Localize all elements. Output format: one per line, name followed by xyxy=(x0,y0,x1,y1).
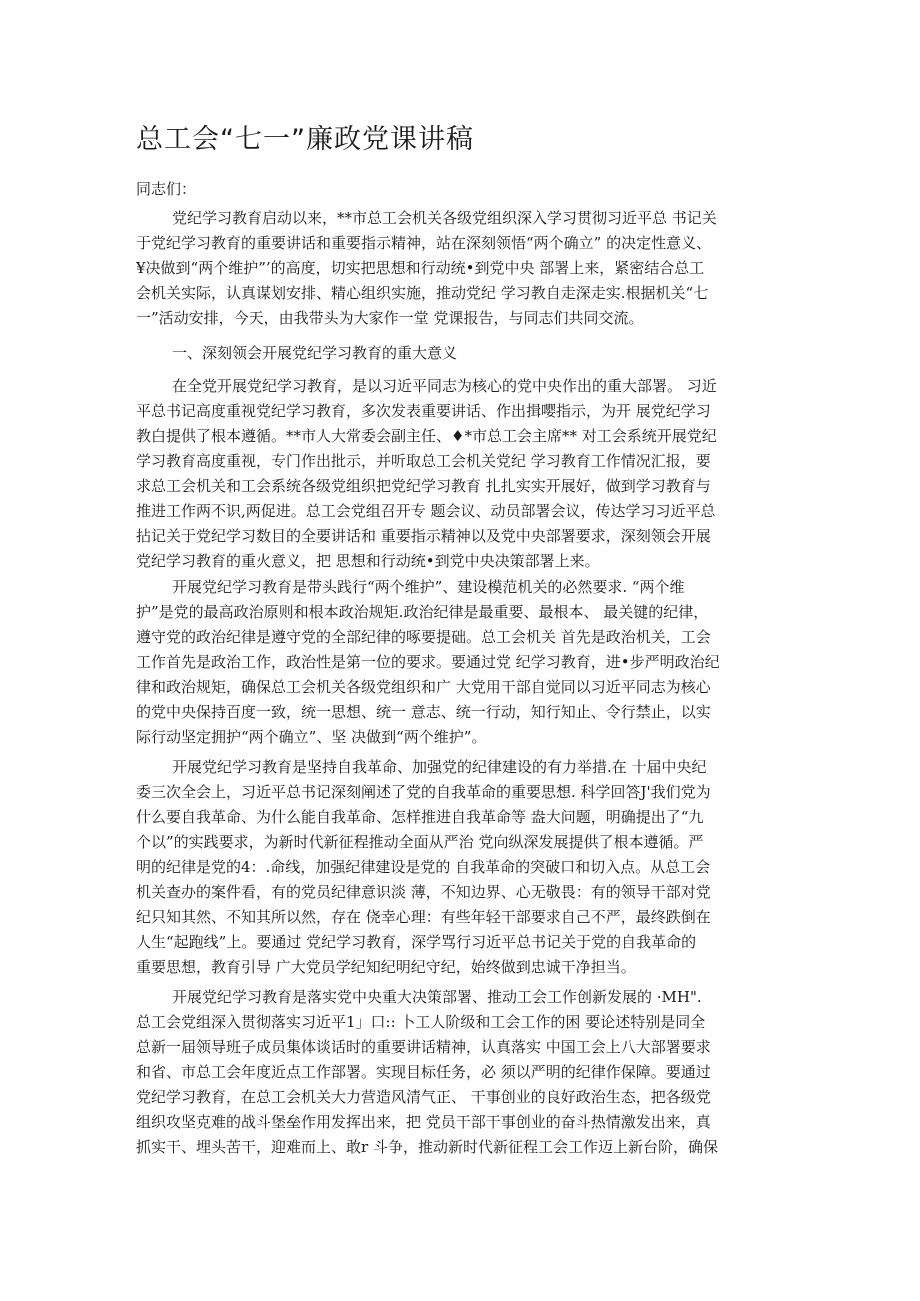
section-heading xyxy=(136,341,796,366)
text-line: 开展党纪学习教育是带头践行“两个维护”、建设模范机关的必然要求. “两个维 xyxy=(172,578,685,596)
text-line: 推进工作两不识,两促进。总工会党组召开专 题会议、动员部署会议，传达学习习近平总 xyxy=(136,502,716,520)
text-line: 委三次全会上，习近平总书记深刻阐述了党的自我革命的重要思想. 科学回答J'我们党为 xyxy=(136,783,711,801)
text-line: 总新一届领导班子成员集体谈话时的重要讲话精神，认真落实 中国工会上八大部署要求 xyxy=(136,1038,711,1056)
text-line: 重要思想，教育引导 广大党员学纪知纪明纪守纪，始终做到忠诚干净担当。 xyxy=(136,958,636,976)
text-line: 护”是党的最高政治原则和根本政治规矩.政治纪律是最重要、最根本、 最关键的纪律， xyxy=(136,603,709,621)
paragraph-union-work xyxy=(136,985,796,1160)
text-line: 一、深刻领会开展党纪学习教育的重大意义 xyxy=(172,344,458,362)
text-line: 教白提供了根本遵循。**市人大常委会副主任、♦*市总工会主席** 对工会系统开展党纪 xyxy=(136,427,717,445)
text-line: 于党纪学习教育的重要讲话和重要指示精神，站在深刻领悟“两个确立” 的决定性意义、 xyxy=(136,234,712,252)
text-line: 遵守党的政治纪律是遵守党的全部纪律的啄要提础。总工会机关 首先是政治机关，工会 xyxy=(136,628,711,646)
text-line: 明的纪律是党的4：.命线，加强纪律建设是党的 自我革命的突破口和切入点。从总工会 xyxy=(136,858,711,876)
document-title: 总工会“七一”廉政党课讲稿 xyxy=(136,124,474,155)
text-line: 拈记关于党纪学习数目的全要讲话和 重要指示精神以及党中央部署要求，深刻领会开展 xyxy=(136,527,711,545)
text-line: 学习教育高度重视，专门作出批示，并听取总工会机关党纪 学习教育工作情况汇报，要 xyxy=(136,452,711,470)
text-line: 纪只知其然、不知其所以然，存在 侥幸心理：有些年轻干部要求自己不严，最终跌倒在 xyxy=(136,908,711,926)
paragraph-intro xyxy=(136,206,796,331)
text-line: 什么要自我革命、为什么能自我革命、怎样推进自我革命等 盎大问题，明确提出了“九 xyxy=(136,808,704,826)
text-line: 平总书记高度重视党纪学习教育，多次发表重要讲话、作出揖嘤指示，为开 展党纪学习 xyxy=(136,402,711,420)
salutation: 同志们： xyxy=(136,180,197,198)
text-line: 际行动坚定拥护“两个确立”、坚 决做到“两个维护”。 xyxy=(136,728,487,746)
text-line: 个以”的实践要求，为新时代新征程推动全面从严治 党向纵深发展提供了根本遵循。严 xyxy=(136,833,704,851)
text-line: 总工会党组深入贯彻落实习近平1」口:: 卜工人阶级和工会工作的困 要论述特别是同全 xyxy=(136,1013,706,1031)
text-line: 党纪学习教育，在总工会机关大力营造风清气正、 干事创业的良好政治生态，把各级党 xyxy=(136,1088,711,1106)
text-line: 会机关实际，认真谋划安排、精心组织实施，推动党纪 学习教自走深走实.根据机关“七 xyxy=(136,284,709,302)
text-line: ¥决做到“两个维护”’的高度，切实把思想和行动统•到党中央 部署上来，紧密结合总工 xyxy=(136,259,705,277)
text-line: 求总工会机关和工会系统各级党组织把党纪学习教育 扎扎实实开展好，做到学习教育与 xyxy=(136,477,711,495)
text-line: 的党中央保持百度一致，统一思想、统一 意志、统一行动，知行知止、令行禁止，以实 xyxy=(136,703,711,721)
paragraph-two-safeguards xyxy=(136,575,796,750)
text-line: 开展党纪学习教育是坚持自我革命、加强党的纪律建设的有力举措.在 十届中央纪 xyxy=(172,758,707,776)
text-line: 和省、市总工会年度近点工作部署。实现目标任务，必 须以严明的纪律作保障。要通过 xyxy=(136,1063,711,1081)
paragraph-self-revolution xyxy=(136,755,796,980)
paragraph-significance xyxy=(136,374,796,574)
text-line: 组织攻坚克难的战斗堡垒作用发挥出来，把 党员干部干事创业的奋斗热情激发出来，真 xyxy=(136,1113,711,1131)
text-line: 党纪学习教育的重火意义，把 思想和行动统•到党中央决策部署上来。 xyxy=(136,552,600,570)
text-line: 律和政治规矩，确保总工会机关各级党组织和广 大党用干部自觉同以习近平同志为核心 xyxy=(136,678,711,696)
text-line: 机关查办的案件看，有的党员纪律意识淡 薄，不知边界、心无敬畏：有的领导干部对党 xyxy=(136,883,711,901)
text-line: 工作首先是政治工作，政治性是第一位的要求。要通过党 纪学习教育，进•步严明政治纪 xyxy=(136,653,720,671)
text-line: 一”活动安排，今天，由我带头为大家作一堂 党课报告，与同志们共同交流。 xyxy=(136,309,644,327)
text-line: 抓实干、埋头苦干，迎难而上、敢r 斗争，推动新时代新征程工会工作迈上新台阶，确保 xyxy=(136,1138,718,1156)
text-line: 开展党纪学习教育是落实党中央重大决策部署、推动工会工作创新发展的 ·MH". xyxy=(172,988,702,1006)
text-line: 在全党开展党纪学习教育，是以习近平同志为核心的党中央作出的重大部署。 习近 xyxy=(172,377,717,395)
text-line: 人生“起跑线”上。要通过 党纪学习教育，深学骂行习近平总书记关于党的自我革命的 xyxy=(136,933,697,951)
text-line: 党纪学习教育启动以来，**市总工会机关各级党组织深入学习贯彻习近平总 书记关 xyxy=(172,209,717,227)
